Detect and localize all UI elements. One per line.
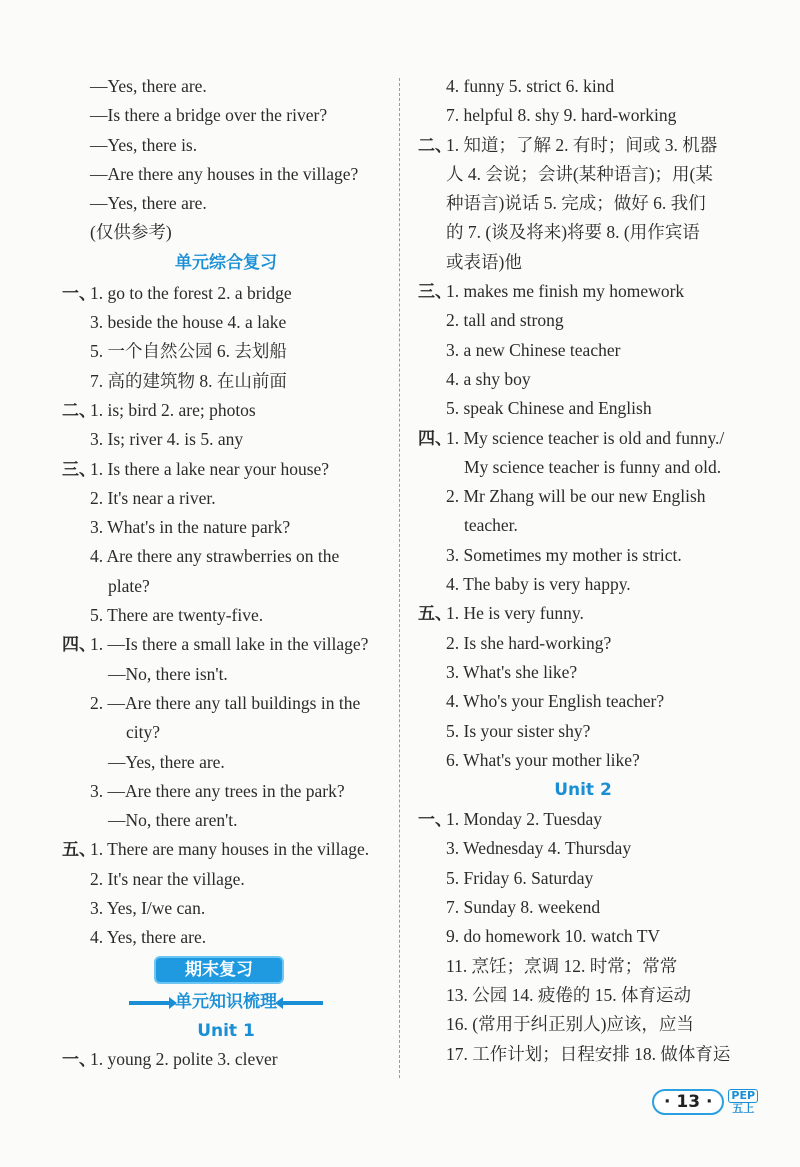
answer-text: —No, there aren't.	[108, 810, 238, 831]
answer-text: 4. a shy boy	[446, 368, 531, 389]
text-line: (仅供参考)	[90, 222, 172, 243]
answer-text: 2. Is she hard-working?	[446, 632, 612, 653]
answer-text: 7. helpful 8. shy 9. hard-working	[446, 105, 677, 126]
column-divider	[399, 78, 400, 1078]
answer-text: 1. young 2. polite 3. clever	[90, 1048, 278, 1069]
answer-text: 3. Sometimes my mother is strict.	[446, 544, 682, 565]
answer-text: —No, there isn't.	[108, 663, 228, 684]
answer-text: My science teacher is funny and old.	[464, 456, 722, 477]
answer-text: —Yes, there are.	[108, 751, 225, 772]
answer-text: 4. Who's your English teacher?	[446, 691, 665, 712]
right-column	[418, 72, 748, 1069]
page-number: · 13 ·	[652, 1089, 724, 1115]
final-review-banner-wrap	[62, 953, 390, 987]
section-number: 五、	[418, 604, 452, 625]
section-number: 二、	[418, 135, 452, 156]
answer-text: 3. What's in the nature park?	[90, 517, 291, 538]
answer-text: 人 4. 会说；会讲(某种语言)；用(某	[446, 163, 713, 184]
answer-text: 5. There are twenty-five.	[90, 605, 264, 626]
section-number: 一、	[62, 283, 96, 304]
text-line: —Are there any houses in the village?	[90, 163, 359, 184]
answer-text: 4. Yes, there are.	[90, 927, 207, 948]
answer-text: teacher.	[464, 515, 518, 536]
answer-text: 17. 工作计划；日程安排 18. 做体育运	[446, 1043, 731, 1064]
section-line	[418, 131, 748, 160]
answer-text: 1. My science teacher is old and funny./	[446, 427, 725, 448]
answer-text: 种语言)说话 5. 完成；做好 6. 我们	[446, 193, 706, 214]
arrow-right-icon	[129, 1001, 169, 1005]
unit1-heading: Unit 1	[197, 1020, 255, 1041]
answer-text: 1. There are many houses in the village.	[90, 839, 370, 860]
grade-label: 五上	[732, 1102, 755, 1115]
answer-text: plate?	[108, 575, 150, 596]
text-line: —Yes, there are.	[90, 76, 207, 96]
answer-text: 4. The baby is very happy.	[446, 574, 631, 595]
answer-text: 1. makes me finish my homework	[446, 281, 685, 302]
answer-text: 1. 知道；了解 2. 有时；间或 3. 机器	[446, 134, 718, 155]
answer-text: 1. is; bird 2. are; photos	[90, 399, 256, 420]
answer-text: 的 7. (谈及将来)将要 8. (用作宾语	[446, 222, 700, 243]
answer-text: 1. —Is there a small lake in the village?	[90, 634, 369, 655]
answer-text: 3. a new Chinese teacher	[446, 339, 621, 360]
edition-label: PEP	[728, 1089, 758, 1103]
section-line	[62, 396, 390, 425]
answer-text: 3. beside the house 4. a lake	[90, 312, 287, 333]
answer-text: 11. 烹饪；烹调 12. 时常；常常	[446, 955, 678, 976]
answer-text: 13. 公园 14. 疲倦的 15. 体育运动	[446, 984, 691, 1005]
section-number: 二、	[62, 400, 96, 421]
knowledge-banner-wrap	[62, 987, 390, 1017]
answer-text: 3. Yes, I/we can.	[90, 898, 206, 919]
section-number: 一、	[62, 1049, 96, 1070]
section-line	[62, 279, 390, 308]
answer-text: 5. Friday 6. Saturday	[446, 867, 594, 888]
section-number: 三、	[418, 282, 452, 303]
edition-tag	[728, 1089, 758, 1115]
section-line	[418, 599, 748, 628]
answer-text: 5. 一个自然公园 6. 去划船	[90, 341, 287, 362]
answer-text: 1. He is very funny.	[446, 603, 584, 624]
unit2-heading: Unit 2	[554, 780, 612, 801]
final-review-banner: 期末复习	[154, 956, 284, 984]
answer-text: 3. Wednesday 4. Thursday	[446, 838, 632, 859]
answer-text: 1. Monday 2. Tuesday	[446, 809, 603, 830]
section-number: 四、	[418, 428, 452, 449]
answer-text: 1. go to the forest 2. a bridge	[90, 282, 292, 303]
answer-text: 4. Are there any strawberries on the	[90, 546, 340, 567]
section-number: 五、	[62, 840, 96, 861]
answer-text: 或表语)他	[446, 251, 522, 272]
page-number-badge	[652, 1089, 758, 1115]
section-line	[418, 277, 748, 306]
answer-text: 16. (常用于纠正别人)应该，应当	[446, 1014, 694, 1035]
answer-text: city?	[126, 722, 161, 743]
answer-text: 3. What's she like?	[446, 661, 578, 682]
answer-text: 7. Sunday 8. weekend	[446, 897, 601, 918]
left-column	[62, 72, 390, 1074]
text-line: —Is there a bridge over the river?	[90, 105, 328, 126]
arrow-left-icon	[283, 1001, 323, 1005]
text-line: —Yes, there are.	[90, 193, 207, 214]
section-line	[62, 455, 390, 484]
unit-review-heading: 单元综合复习	[175, 252, 277, 273]
answer-text: 2. tall and strong	[446, 310, 564, 331]
section-line	[418, 805, 748, 834]
section-number: 三、	[62, 459, 96, 480]
knowledge-banner: 单元知识梳理	[175, 991, 277, 1012]
answer-text: 2. It's near a river.	[90, 487, 216, 508]
answer-text: 5. Is your sister shy?	[446, 720, 591, 741]
answer-text: 4. funny 5. strict 6. kind	[446, 76, 615, 96]
answer-text: 2. —Are there any tall buildings in the	[90, 692, 361, 713]
section-line	[62, 630, 390, 659]
answer-text: 3. —Are there any trees in the park?	[90, 780, 345, 801]
answer-text: 2. Mr Zhang will be our new English	[446, 486, 706, 507]
answer-text: 3. Is; river 4. is 5. any	[90, 429, 244, 450]
answer-text: 2. It's near the village.	[90, 868, 245, 889]
answer-text: 7. 高的建筑物 8. 在山前面	[90, 370, 287, 391]
text-line: —Yes, there is.	[90, 134, 198, 155]
answer-text: 6. What's your mother like?	[446, 749, 640, 770]
answer-text: 5. speak Chinese and English	[446, 398, 652, 419]
section-line	[62, 835, 390, 864]
section-line	[62, 1045, 390, 1074]
section-line	[418, 424, 748, 453]
answer-text: 9. do homework 10. watch TV	[446, 926, 661, 947]
section-number: 一、	[418, 810, 452, 831]
section-number: 四、	[62, 635, 96, 656]
answer-text: 1. Is there a lake near your house?	[90, 458, 330, 479]
